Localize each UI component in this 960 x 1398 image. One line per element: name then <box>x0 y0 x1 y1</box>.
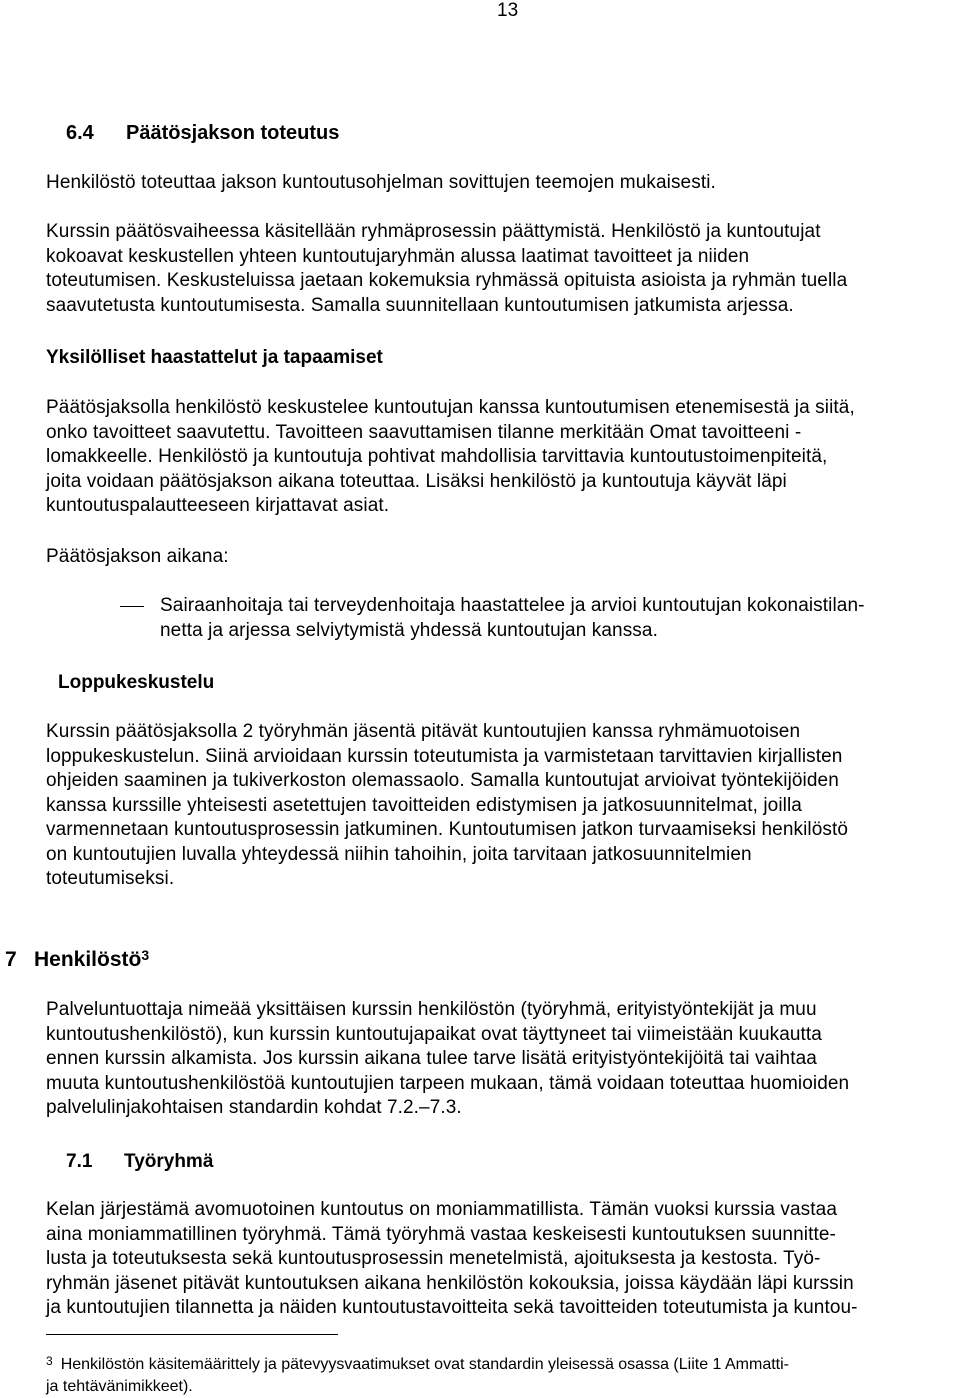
section-number: 7 <box>5 948 17 971</box>
section-heading-7-1 <box>66 1150 213 1174</box>
subheading-final-discussion: Loppukeskustelu <box>58 672 215 693</box>
text-line: toteutumiseksi. <box>46 868 175 889</box>
text-line: Kurssin päätösvaiheessa käsitellään ryhmäprosessin päättymistä. Henkilöstö ja kuntoutujat <box>46 221 821 242</box>
text-line: ryhmän jäsenet pitävät kuntoutuksen aikana henkilöstön kokouksia, joissa käydään läpi kurssin <box>46 1272 854 1294</box>
footnote <box>46 1350 960 1398</box>
text-line: Päätösjaksolla henkilöstö keskustelee kuntoutujan kanssa kuntoutumisen etenemisestä ja siitä, <box>46 397 855 418</box>
during-label: Päätösjakson aikana: <box>46 546 229 567</box>
section-title: Päätösjakson toteutus <box>126 122 340 144</box>
text-line: Sairaanhoitaja tai terveydenhoitaja haastattelee ja arvioi kuntoutujan kokonaistilan- <box>160 595 865 616</box>
subheading-interviews: Yksilölliset haastattelut ja tapaamiset <box>46 347 383 368</box>
paragraph-closing-phase <box>46 220 847 318</box>
text-line: on kuntoutujien luvalla yhteydessä niihin tahoihin, joita tarvitaan jatkosuunnitelmien <box>46 843 752 865</box>
text-line: loppukeskustelun. Siinä arvioidaan kurssin toteutumista ja varmistetaan tarvittavien kirjallisten <box>46 745 843 767</box>
section-number: 6.4 <box>66 122 94 144</box>
text-line: saavutetusta kuntoutumisesta. Samalla suunnitellaan kuntoutumisen jatkumista arjessa. <box>46 294 794 316</box>
section-number: 7.1 <box>66 1151 93 1172</box>
text-line: lomakkeelle. Henkilöstö ja kuntoutuja pohtivat mahdollisia tarvittavia kuntoutustoimenpiteitä, <box>46 446 828 467</box>
section-title: Työryhmä <box>124 1151 214 1172</box>
text-line: kokoavat keskustellen yhteen kuntoutujaryhmän alussa laatimat tavoitteet ja niiden <box>46 245 750 267</box>
text-line: kanssa kurssille yhteisesti asetettujen tavoitteiden edistymisen ja jatkosuunnitelmat, joilla <box>46 794 802 816</box>
bullet-item <box>160 594 956 643</box>
text-line: ja kuntoutujien tilannetta ja näiden kuntoutustavoitteita sekä tavoitteiden toteutumista ja kuntou- <box>46 1297 858 1318</box>
text-line: ja tehtävänimikkeet). <box>46 1378 193 1395</box>
text-line: lusta ja toteutuksesta sekä kuntoutusprosessin menetelmistä, ajoituksesta ja kestosta. Työ- <box>46 1248 821 1269</box>
section-title: Henkilöstö <box>34 948 142 971</box>
text-line: toteutumisen. Keskusteluissa jaetaan kokemuksia ryhmässä opituista asioista ja ryhmän tuella <box>46 270 848 291</box>
text-line: ohjeiden saaminen ja tukiverkoston olemassaolo. Samalla kuntoutujat arvioivat työntekijöiden <box>46 770 839 791</box>
paragraph-final-discussion <box>46 720 848 892</box>
text-line: muuta kuntoutushenkilöstöä kuntoutujien tarpeen mukaan, tämä voidaan toteuttaa huomioiden <box>46 1072 850 1094</box>
footnote-divider <box>46 1334 338 1335</box>
text-line: aina moniammatillinen työryhmä. Tämä työryhmä vastaa keskeisesti kuntoutuksen suunnitte- <box>46 1223 836 1245</box>
text-line: netta ja arjessa selviytymistä yhdessä kuntoutujan kanssa. <box>160 619 658 641</box>
footnote-marker: 3 <box>46 1354 53 1368</box>
text-line: kuntoutuspalautteeseen kirjattavat asiat. <box>46 495 390 516</box>
text-line: kuntoutushenkilöstö), kun kurssin kuntoutujapaikat ovat täyttyneet tai viimeistään kuukautta <box>46 1023 822 1045</box>
bullet-dash <box>120 606 144 607</box>
text-line: ennen kurssin alkamista. Jos kurssin aikana tulee tarve lisätä erityistyöntekijöitä tai vaihtaa <box>46 1048 817 1069</box>
paragraph-interviews <box>46 396 855 519</box>
paragraph-intro <box>46 171 716 196</box>
page-number: 13 <box>497 0 519 21</box>
paragraph-team <box>46 1198 858 1321</box>
text-line: joita voidaan päätösjakson aikana toteuttaa. Lisäksi henkilöstö ja kuntoutuja käyvät läpi <box>46 470 787 492</box>
text-line <box>46 1350 960 1376</box>
section-heading-6-4 <box>66 121 339 145</box>
text-line: Kurssin päätösjaksolla 2 työryhmän jäsentä pitävät kuntoutujien kanssa ryhmämuotoisen <box>46 721 801 742</box>
text-line: Kelan järjestämä avomuotoinen kuntoutus on moniammatillista. Tämän vuoksi kurssia vastaa <box>46 1199 837 1220</box>
paragraph-personnel <box>46 998 849 1121</box>
text-line: Palveluntuottaja nimeää yksittäisen kurssin henkilöstön (työryhmä, erityistyöntekijät ja muu <box>46 999 817 1020</box>
footnote-text: Henkilöstön käsitemäärittely ja pätevyysvaatimukset ovat standardin yleisessä osassa (Liite 1 Ammatti- <box>60 1356 790 1373</box>
footnote-reference: 3 <box>141 947 150 963</box>
text-line: Henkilöstö toteuttaa jakson kuntoutusohjelman sovittujen teemojen mukaisesti. <box>46 172 716 193</box>
text-line: varmennetaan kuntoutusprosessin jatkuminen. Kuntoutumisen jatkon turvaamiseksi henkilöstö <box>46 819 849 840</box>
text-line: onko tavoitteet saavutettu. Tavoitteen saavuttamisen tilanne merkitään Omat tavoitteeni - <box>46 421 802 443</box>
section-heading-7 <box>5 942 149 973</box>
text-line: palvelulinjakohtaisen standardin kohdat 7.2.–7.3. <box>46 1097 462 1118</box>
